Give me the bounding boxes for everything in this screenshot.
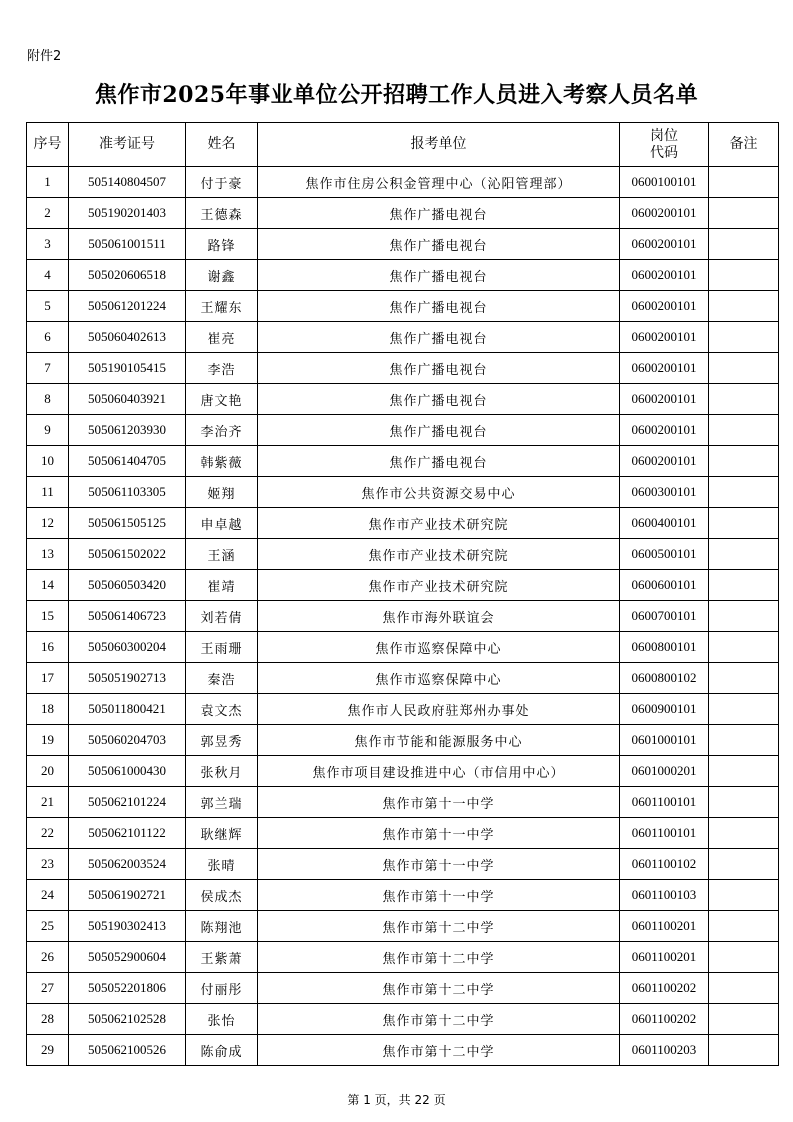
cell-index: 22 xyxy=(27,818,69,849)
cell-name: 崔靖 xyxy=(186,570,258,601)
cell-name: 王耀东 xyxy=(186,291,258,322)
column-header-position-code xyxy=(620,123,709,167)
cell-note xyxy=(709,508,779,539)
cell-position-code: 0600200101 xyxy=(620,384,709,415)
cell-note xyxy=(709,632,779,663)
cell-unit: 焦作市产业技术研究院 xyxy=(258,508,620,539)
cell-index: 25 xyxy=(27,911,69,942)
cell-index: 11 xyxy=(27,477,69,508)
cell-position-code: 0601100202 xyxy=(620,1004,709,1035)
cell-name: 谢鑫 xyxy=(186,260,258,291)
cell-position-code: 0600200101 xyxy=(620,291,709,322)
table-row xyxy=(27,415,779,446)
cell-name: 耿继辉 xyxy=(186,818,258,849)
cell-unit: 焦作市第十一中学 xyxy=(258,880,620,911)
cell-unit: 焦作市产业技术研究院 xyxy=(258,570,620,601)
cell-unit: 焦作市第十二中学 xyxy=(258,1004,620,1035)
cell-position-code: 0601100101 xyxy=(620,818,709,849)
cell-note xyxy=(709,260,779,291)
cell-note xyxy=(709,291,779,322)
cell-exam-no: 505020606518 xyxy=(69,260,186,291)
cell-unit: 焦作广播电视台 xyxy=(258,260,620,291)
cell-unit: 焦作市住房公积金管理中心（沁阳管理部） xyxy=(258,167,620,198)
table-row xyxy=(27,167,779,198)
cell-position-code: 0601100101 xyxy=(620,787,709,818)
cell-position-code: 0600200101 xyxy=(620,229,709,260)
cell-exam-no: 505190105415 xyxy=(69,353,186,384)
cell-note xyxy=(709,725,779,756)
cell-unit: 焦作广播电视台 xyxy=(258,229,620,260)
cell-position-code: 0600200101 xyxy=(620,415,709,446)
column-header-unit: 报考单位 xyxy=(258,123,620,167)
table-row xyxy=(27,756,779,787)
cell-exam-no: 505140804507 xyxy=(69,167,186,198)
cell-exam-no: 505051902713 xyxy=(69,663,186,694)
table-row xyxy=(27,601,779,632)
cell-note xyxy=(709,1035,779,1066)
cell-index: 9 xyxy=(27,415,69,446)
cell-unit: 焦作市海外联谊会 xyxy=(258,601,620,632)
table-body xyxy=(27,167,779,1066)
table-row xyxy=(27,663,779,694)
cell-note xyxy=(709,880,779,911)
cell-note xyxy=(709,818,779,849)
cell-note xyxy=(709,446,779,477)
cell-exam-no: 505061203930 xyxy=(69,415,186,446)
cell-name: 路锋 xyxy=(186,229,258,260)
cell-position-code: 0600200101 xyxy=(620,353,709,384)
table-row xyxy=(27,942,779,973)
cell-name: 陈翔池 xyxy=(186,911,258,942)
table-row xyxy=(27,291,779,322)
cell-exam-no: 505052201806 xyxy=(69,973,186,1004)
cell-exam-no: 505052900604 xyxy=(69,942,186,973)
cell-exam-no: 505061000430 xyxy=(69,756,186,787)
cell-unit: 焦作广播电视台 xyxy=(258,384,620,415)
cell-index: 21 xyxy=(27,787,69,818)
cell-index: 29 xyxy=(27,1035,69,1066)
cell-unit: 焦作广播电视台 xyxy=(258,353,620,384)
cell-exam-no: 505061505125 xyxy=(69,508,186,539)
cell-unit: 焦作市产业技术研究院 xyxy=(258,539,620,570)
cell-name: 陈俞成 xyxy=(186,1035,258,1066)
cell-unit: 焦作市第十一中学 xyxy=(258,818,620,849)
cell-index: 7 xyxy=(27,353,69,384)
cell-exam-no: 505062102528 xyxy=(69,1004,186,1035)
cell-exam-no: 505190201403 xyxy=(69,198,186,229)
cell-position-code: 0601000101 xyxy=(620,725,709,756)
cell-index: 28 xyxy=(27,1004,69,1035)
cell-note xyxy=(709,198,779,229)
cell-exam-no: 505062101122 xyxy=(69,818,186,849)
cell-name: 张秋月 xyxy=(186,756,258,787)
cell-unit: 焦作广播电视台 xyxy=(258,446,620,477)
cell-exam-no: 505062101224 xyxy=(69,787,186,818)
cell-name: 张怡 xyxy=(186,1004,258,1035)
cell-exam-no: 505062003524 xyxy=(69,849,186,880)
cell-exam-no: 505061406723 xyxy=(69,601,186,632)
cell-unit: 焦作市项目建设推进中心（市信用中心） xyxy=(258,756,620,787)
cell-name: 李浩 xyxy=(186,353,258,384)
table-row xyxy=(27,353,779,384)
cell-unit: 焦作市第十二中学 xyxy=(258,1035,620,1066)
cell-index: 3 xyxy=(27,229,69,260)
cell-note xyxy=(709,322,779,353)
cell-unit: 焦作市第十二中学 xyxy=(258,942,620,973)
cell-note xyxy=(709,942,779,973)
cell-position-code: 0600300101 xyxy=(620,477,709,508)
table-row xyxy=(27,539,779,570)
cell-unit: 焦作广播电视台 xyxy=(258,291,620,322)
cell-exam-no: 505061502022 xyxy=(69,539,186,570)
cell-position-code: 0600200101 xyxy=(620,322,709,353)
cell-note xyxy=(709,167,779,198)
cell-exam-no: 505061103305 xyxy=(69,477,186,508)
cell-exam-no: 505060403921 xyxy=(69,384,186,415)
column-header-position-code-line2: 代码 xyxy=(650,144,678,161)
cell-name: 郭昱秀 xyxy=(186,725,258,756)
cell-index: 5 xyxy=(27,291,69,322)
cell-position-code: 0601000201 xyxy=(620,756,709,787)
table-row xyxy=(27,1004,779,1035)
page-footer: 第 1 页，共 22 页 xyxy=(347,1093,446,1107)
cell-name: 付于豪 xyxy=(186,167,258,198)
cell-position-code: 0600400101 xyxy=(620,508,709,539)
cell-position-code: 0601100202 xyxy=(620,973,709,1004)
cell-position-code: 0600600101 xyxy=(620,570,709,601)
cell-exam-no: 505062100526 xyxy=(69,1035,186,1066)
cell-index: 16 xyxy=(27,632,69,663)
cell-name: 王德森 xyxy=(186,198,258,229)
cell-note xyxy=(709,384,779,415)
cell-name: 付丽彤 xyxy=(186,973,258,1004)
cell-note xyxy=(709,973,779,1004)
table-row xyxy=(27,787,779,818)
cell-note xyxy=(709,353,779,384)
cell-exam-no: 505060503420 xyxy=(69,570,186,601)
candidate-table xyxy=(26,122,779,1066)
cell-unit: 焦作市巡察保障中心 xyxy=(258,632,620,663)
cell-exam-no: 505060402613 xyxy=(69,322,186,353)
cell-name: 侯成杰 xyxy=(186,880,258,911)
cell-index: 15 xyxy=(27,601,69,632)
cell-position-code: 0600500101 xyxy=(620,539,709,570)
table-row xyxy=(27,508,779,539)
cell-note xyxy=(709,1004,779,1035)
cell-name: 张晴 xyxy=(186,849,258,880)
cell-note xyxy=(709,539,779,570)
cell-exam-no: 505061902721 xyxy=(69,880,186,911)
cell-exam-no: 505061404705 xyxy=(69,446,186,477)
table-row xyxy=(27,973,779,1004)
table-row xyxy=(27,570,779,601)
cell-unit: 焦作市人民政府驻郑州办事处 xyxy=(258,694,620,725)
cell-unit: 焦作市节能和能源服务中心 xyxy=(258,725,620,756)
cell-name: 唐文艳 xyxy=(186,384,258,415)
table-row xyxy=(27,818,779,849)
cell-note xyxy=(709,229,779,260)
column-header-position-code-line1: 岗位 xyxy=(650,127,678,144)
cell-index: 10 xyxy=(27,446,69,477)
table-row xyxy=(27,260,779,291)
cell-index: 4 xyxy=(27,260,69,291)
column-header-exam-no: 准考证号 xyxy=(69,123,186,167)
table-row xyxy=(27,849,779,880)
column-header-index: 序号 xyxy=(27,123,69,167)
table-row xyxy=(27,446,779,477)
cell-exam-no: 505060204703 xyxy=(69,725,186,756)
table-row xyxy=(27,725,779,756)
table-row xyxy=(27,229,779,260)
cell-name: 王涵 xyxy=(186,539,258,570)
cell-unit: 焦作广播电视台 xyxy=(258,322,620,353)
cell-position-code: 0601100201 xyxy=(620,942,709,973)
cell-position-code: 0601100201 xyxy=(620,911,709,942)
cell-name: 王雨珊 xyxy=(186,632,258,663)
cell-unit: 焦作市第十一中学 xyxy=(258,787,620,818)
cell-unit: 焦作市公共资源交易中心 xyxy=(258,477,620,508)
cell-name: 王紫萧 xyxy=(186,942,258,973)
cell-position-code: 0600800102 xyxy=(620,663,709,694)
cell-position-code: 0600100101 xyxy=(620,167,709,198)
cell-unit: 焦作市第十二中学 xyxy=(258,973,620,1004)
cell-note xyxy=(709,849,779,880)
cell-exam-no: 505061001511 xyxy=(69,229,186,260)
cell-name: 姬翔 xyxy=(186,477,258,508)
cell-index: 20 xyxy=(27,756,69,787)
cell-index: 1 xyxy=(27,167,69,198)
cell-note xyxy=(709,911,779,942)
cell-index: 6 xyxy=(27,322,69,353)
cell-index: 23 xyxy=(27,849,69,880)
table-row xyxy=(27,477,779,508)
cell-note xyxy=(709,756,779,787)
cell-index: 19 xyxy=(27,725,69,756)
cell-name: 刘若倩 xyxy=(186,601,258,632)
cell-position-code: 0600700101 xyxy=(620,601,709,632)
table-row xyxy=(27,322,779,353)
cell-unit: 焦作广播电视台 xyxy=(258,198,620,229)
cell-note xyxy=(709,663,779,694)
cell-name: 李治齐 xyxy=(186,415,258,446)
cell-index: 2 xyxy=(27,198,69,229)
cell-note xyxy=(709,601,779,632)
table-row xyxy=(27,1035,779,1066)
table-row xyxy=(27,198,779,229)
table-row xyxy=(27,911,779,942)
cell-unit: 焦作市第十二中学 xyxy=(258,911,620,942)
cell-position-code: 0600200101 xyxy=(620,198,709,229)
cell-name: 袁文杰 xyxy=(186,694,258,725)
attachment-label: 附件2 xyxy=(27,49,62,64)
cell-position-code: 0600800101 xyxy=(620,632,709,663)
cell-note xyxy=(709,477,779,508)
cell-exam-no: 505011800421 xyxy=(69,694,186,725)
cell-exam-no: 505060300204 xyxy=(69,632,186,663)
cell-name: 崔亮 xyxy=(186,322,258,353)
cell-note xyxy=(709,415,779,446)
cell-exam-no: 505190302413 xyxy=(69,911,186,942)
cell-position-code: 0600200101 xyxy=(620,260,709,291)
table-row xyxy=(27,694,779,725)
cell-name: 秦浩 xyxy=(186,663,258,694)
cell-note xyxy=(709,787,779,818)
cell-exam-no: 505061201224 xyxy=(69,291,186,322)
cell-index: 26 xyxy=(27,942,69,973)
cell-index: 27 xyxy=(27,973,69,1004)
cell-note xyxy=(709,694,779,725)
cell-note xyxy=(709,570,779,601)
cell-position-code: 0600900101 xyxy=(620,694,709,725)
cell-index: 14 xyxy=(27,570,69,601)
cell-name: 申卓越 xyxy=(186,508,258,539)
table-row xyxy=(27,632,779,663)
table-header-row xyxy=(27,123,779,167)
cell-position-code: 0601100203 xyxy=(620,1035,709,1066)
column-header-note: 备注 xyxy=(709,123,779,167)
table-row xyxy=(27,384,779,415)
cell-index: 13 xyxy=(27,539,69,570)
cell-index: 17 xyxy=(27,663,69,694)
table-row xyxy=(27,880,779,911)
cell-unit: 焦作广播电视台 xyxy=(258,415,620,446)
cell-index: 24 xyxy=(27,880,69,911)
cell-position-code: 0601100103 xyxy=(620,880,709,911)
cell-unit: 焦作市巡察保障中心 xyxy=(258,663,620,694)
cell-position-code: 0601100102 xyxy=(620,849,709,880)
column-header-name: 姓名 xyxy=(186,123,258,167)
cell-name: 韩紫薇 xyxy=(186,446,258,477)
cell-name: 郭兰瑞 xyxy=(186,787,258,818)
cell-index: 18 xyxy=(27,694,69,725)
page-title: 焦作市2025年事业单位公开招聘工作人员进入考察人员名单 xyxy=(94,82,699,108)
cell-index: 12 xyxy=(27,508,69,539)
cell-index: 8 xyxy=(27,384,69,415)
cell-position-code: 0600200101 xyxy=(620,446,709,477)
cell-unit: 焦作市第十一中学 xyxy=(258,849,620,880)
